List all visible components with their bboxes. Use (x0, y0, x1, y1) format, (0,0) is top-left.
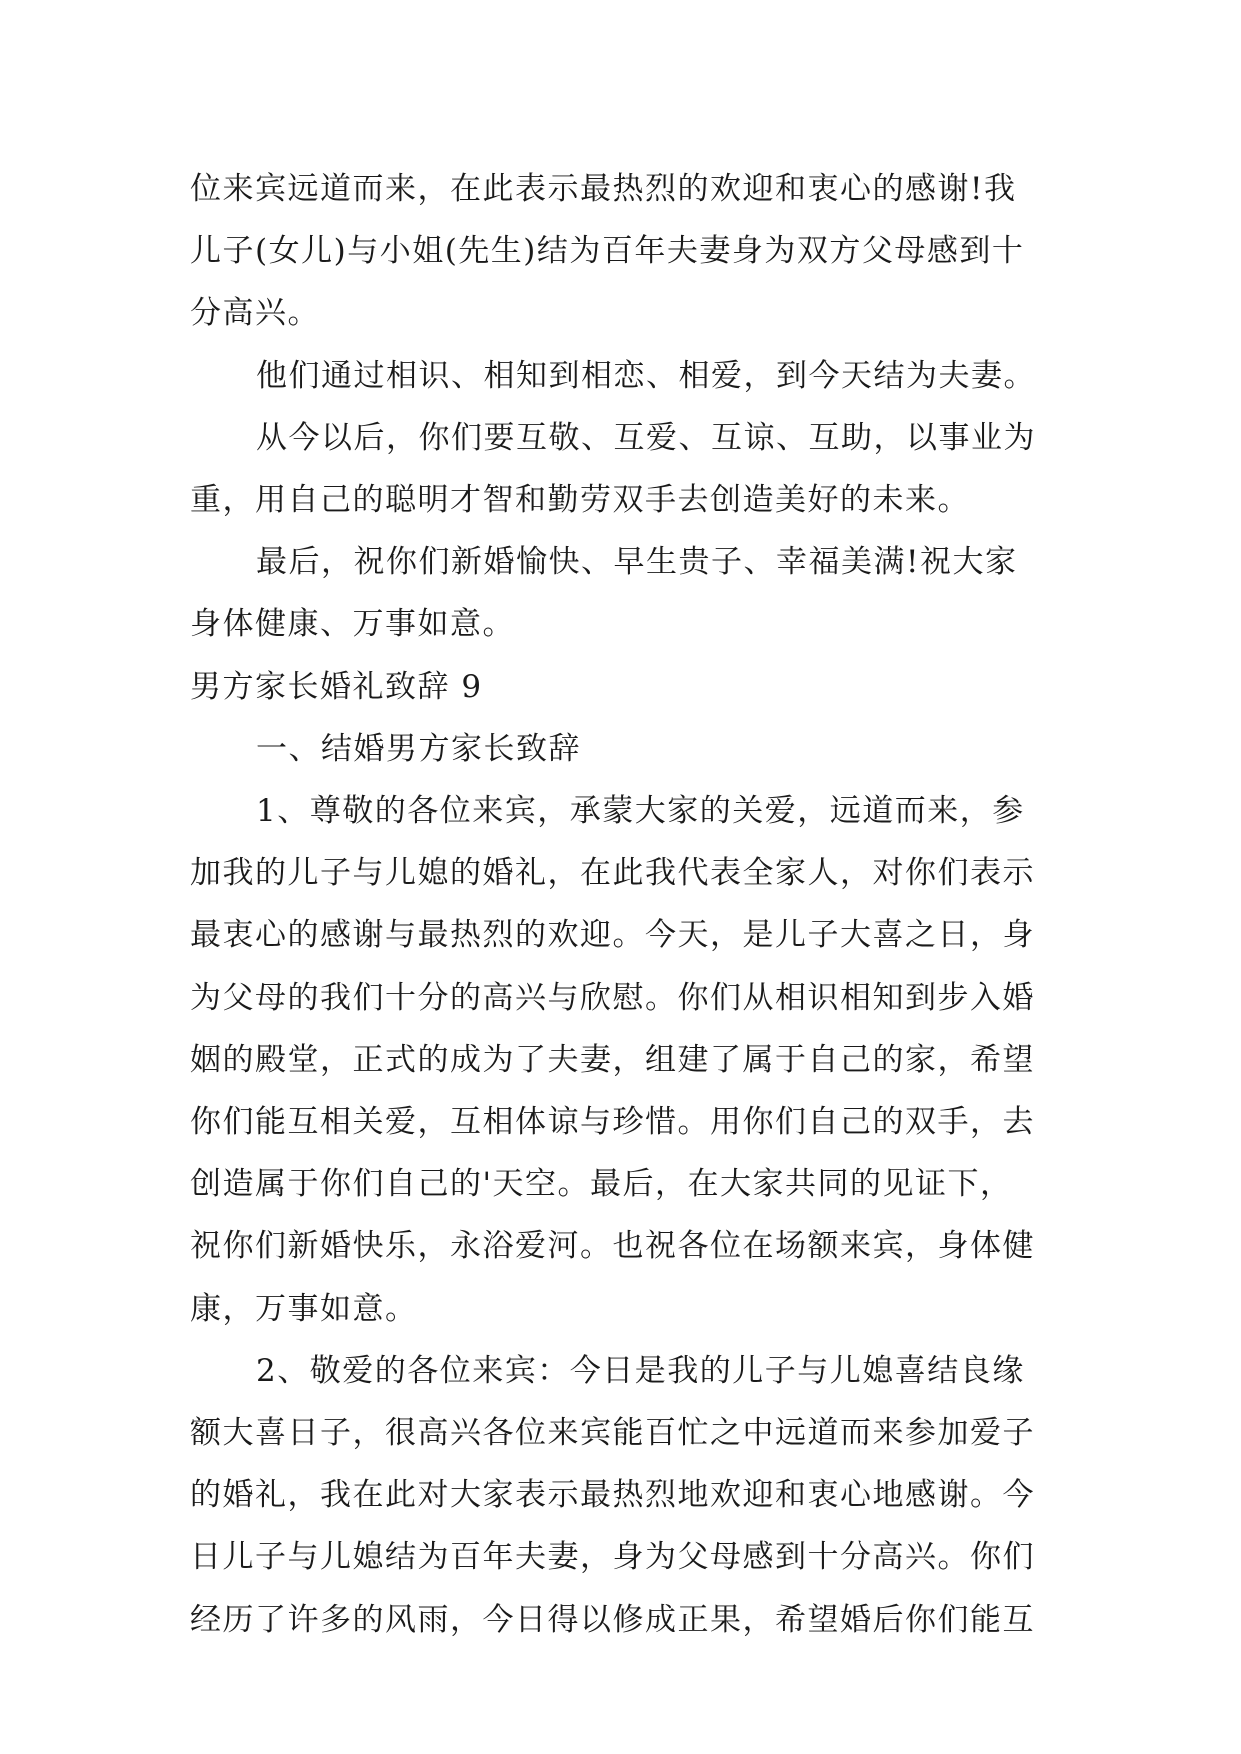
text-line: 姻的殿堂，正式的成为了夫妻，组建了属于自己的家，希望 (190, 1041, 1035, 1078)
text-line: 日儿子与儿媳结为百年夫妻，身为父母感到十分高兴。你们 (190, 1539, 1035, 1576)
text-line: 经历了许多的风雨，今日得以修成正果，希望婚后你们能互 (190, 1601, 1035, 1638)
text-line: 分高兴。 (190, 295, 320, 332)
text-line: 2、敬爱的各位来宾：今日是我的儿子与儿媳喜结良缘 (256, 1352, 1025, 1389)
text-line: 加我的儿子与儿媳的婚礼，在此我代表全家人，对你们表示 (190, 855, 1035, 892)
text-line: 创造属于你们自己的'天空。最后，在大家共同的见证下， (190, 1166, 1013, 1203)
text-line: 额大喜日子，很高兴各位来宾能百忙之中远道而来参加爱子 (190, 1415, 1035, 1452)
text-line: 身体健康、万事如意。 (190, 606, 515, 643)
text-line: 康，万事如意。 (190, 1290, 418, 1327)
text-line: 你们能互相关爱，互相体谅与珍惜。用你们自己的双手，去 (190, 1104, 1035, 1141)
text-line: 位来宾远道而来，在此表示最热烈的欢迎和衷心的感谢!我 (190, 171, 1017, 207)
text-line: 最后，祝你们新婚愉快、早生贵子、幸福美满!祝大家 (256, 544, 1018, 581)
text-line: 他们通过相识、相知到相恋、相爱，到今天结为夫妻。 (256, 357, 1036, 394)
text-line: 儿子(女儿)与小姐(先生)结为百年夫妻身为双方父母感到十 (190, 233, 1025, 270)
text-line: 最衷心的感谢与最热烈的欢迎。今天，是儿子大喜之日，身 (190, 917, 1035, 954)
text-line: 为父母的我们十分的高兴与欣慰。你们从相识相知到步入婚 (190, 979, 1035, 1016)
text-line: 祝你们新婚快乐，永浴爱河。也祝各位在场额来宾，身体健 (190, 1228, 1035, 1265)
text-line: 重，用自己的聪明才智和勤劳双手去创造美好的未来。 (190, 482, 970, 519)
subsection-heading: 一、结婚男方家长致辞 (256, 730, 581, 767)
section-heading: 男方家长婚礼致辞 9 (190, 668, 483, 705)
document-body (190, 158, 1070, 1651)
text-line: 从今以后，你们要互敬、互爱、互谅、互助，以事业为 (256, 419, 1036, 456)
text-line: 1、尊敬的各位来宾，承蒙大家的关爱，远道而来，参 (256, 793, 1025, 830)
text-line: 的婚礼，我在此对大家表示最热烈地欢迎和衷心地感谢。今 (190, 1477, 1035, 1514)
